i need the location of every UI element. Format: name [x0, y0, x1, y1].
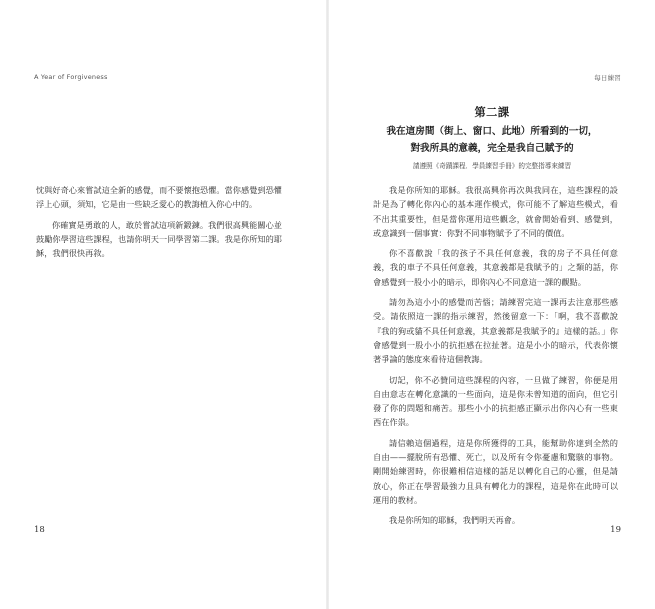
page-number: 19 [610, 525, 621, 535]
paragraph: 忱與好奇心來嘗試這全新的感覺，而不要懷抱恐懼。當你感覺到恐懼浮上心頭，須知，它是由一些缺乏愛心的教誨植入你心中的。 [36, 185, 282, 210]
lesson-instruction: 請遵照《奇蹟課程．學員練習手冊》的完整指導來練習 [412, 162, 572, 170]
lesson-subtitle-line-2: 對我所具的意義，完全是我自己賦予的 [410, 143, 574, 154]
paragraph: 切記，你不必贊同這些課程的內容，一旦做了練習，你便是用自由意志在轉化意識的一些面向，這是你未曾知道的面向，但它引發了你的問題和痛苦。那些小小的抗拒感正顯示出你內心有一些東西在作祟。 [373, 374, 618, 428]
paragraph: 我是你所知的耶穌。我很高興你再次與我同在，這些課程的設計是為了轉化你內心的基本運作模式，你可能不了解這些模式，看不出其重要性，但是當你運用這些觀念，就會開始看到、感覺到，或意識到一個事實：你對不同事物賦予了不同的價值。 [373, 185, 618, 238]
paragraph: 請信賴這個過程，這是你所獲得的工具，能幫助你達到全然的自由——擺脫所有恐懼、死亡，以及所有令你憂慮和驚駭的事物。剛開始練習時，你很難相信這樣的話足以轉化自己的心靈，但是請放心，你正在學習最強力且具有轉化力的課程，這是你在此時可以運用的教材。 [373, 437, 618, 505]
left-page [0, 0, 326, 609]
paragraph: 你不喜歡說「我的孩子不具任何意義，我的房子不具任何意義，我的車子不具任何意義，其意義都是我賦予的」之類的話，你會感覺到一股小小的暗示，即你內心不同意這一課的觀點。 [373, 248, 618, 287]
body-text [36, 183, 282, 266]
running-head: A Year of Forgiveness [34, 73, 108, 81]
paragraph: 你確實是勇敢的人，敢於嘗試這項新鍛鍊。我們很高興能關心並鼓勵你學習這些課程，也請你明天一同學習第二課。我是你所知的耶穌，我們很快再敘。 [36, 219, 282, 259]
lesson-subtitle-line-1: 我在這房間（街上、窗口、此地）所看到的一切， [386, 126, 598, 137]
paragraph: 請勿為這小小的感覺而苦惱；請練習完這一課再去注意那些感受。請依照這一課的指示練習，然後留意一下：「啊，我不喜歡說『我的狗或貓不具任何意義，其意義都是我賦予的』這樣的話。」你會感覺到一股小小的抗拒感在拉扯著。這是小小的暗示，代表你懷著爭論的態度來看待這個教誨。 [373, 297, 618, 365]
running-head: 每日練習 [594, 74, 621, 82]
right-page [329, 0, 655, 609]
lesson-title: 第二課 [474, 105, 510, 119]
body-text [373, 183, 618, 534]
page-number: 18 [34, 525, 45, 535]
paragraph: 我是你所知的耶穌，我們明天再會。 [389, 515, 521, 526]
